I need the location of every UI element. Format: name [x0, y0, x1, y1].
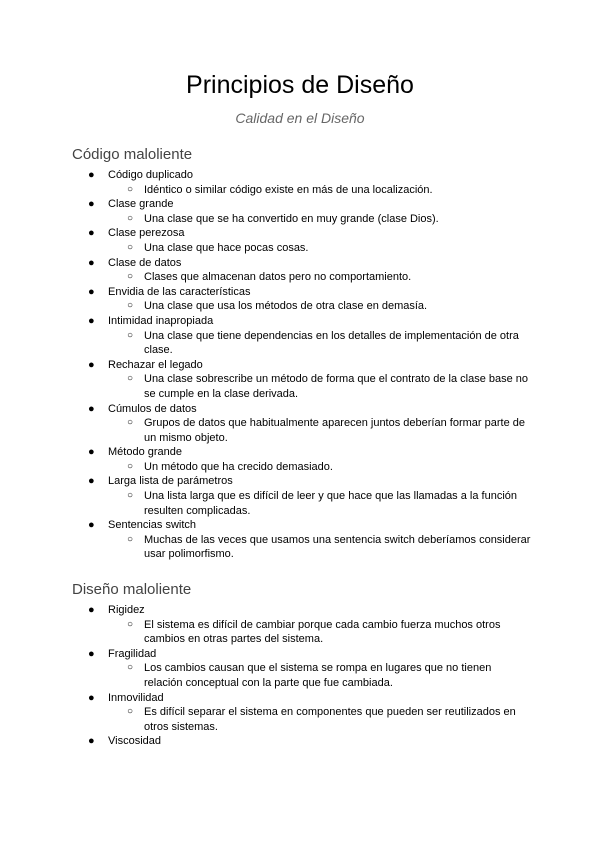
list-item-label-row — [72, 197, 532, 212]
bullet-filled-icon: ● — [88, 647, 95, 660]
bullet-filled-icon: ● — [88, 314, 95, 327]
list-item-label: Método grande — [108, 446, 182, 459]
list-item-label-row — [72, 445, 532, 460]
list-item-detail: Una clase sobrescribe un método de forma que el contrato de la clase base no se cumple en la clase derivada. — [144, 373, 529, 400]
list-item-detail: El sistema es difícil de cambiar porque cada cambio fuerza muchos otros cambios en otras partes del sistema. — [144, 618, 501, 646]
section-heading-design-smells: Diseño maloliente — [72, 581, 192, 598]
list-item — [72, 603, 532, 647]
bullet-filled-icon: ● — [88, 358, 95, 371]
list-item — [72, 285, 532, 314]
list-item — [72, 474, 532, 518]
list-item — [72, 445, 532, 474]
list-item — [72, 647, 532, 691]
bullet-filled-icon: ● — [88, 198, 95, 211]
list-item-detail-row — [72, 299, 532, 314]
list-item — [72, 197, 532, 226]
page-title: Principios de Diseño — [186, 71, 414, 99]
bullet-hollow-icon: ○ — [127, 460, 134, 472]
list-item-label: Envidia de las características — [108, 285, 251, 298]
list-item-detail-row — [72, 705, 532, 734]
list-item-label-row — [72, 285, 532, 300]
bullet-filled-icon: ● — [88, 227, 95, 240]
list-item-label: Intimidad inapropiada — [108, 314, 214, 327]
list-item-label: Cúmulos de datos — [108, 402, 197, 415]
list-item-detail: Una clase que usa los métodos de otra clase en demasía. — [144, 300, 428, 313]
bullet-hollow-icon: ○ — [127, 490, 134, 502]
design-smells-list — [72, 603, 532, 749]
list-item-label-row — [72, 168, 532, 183]
bullet-filled-icon: ● — [88, 285, 95, 298]
list-item-label: Viscosidad — [108, 735, 161, 748]
bullet-hollow-icon: ○ — [127, 706, 134, 718]
list-item-detail-row — [72, 270, 532, 285]
list-item-label-row — [72, 518, 532, 533]
bullet-filled-icon: ● — [88, 446, 95, 459]
list-item-label-row — [72, 256, 532, 271]
list-item-detail-row — [72, 460, 532, 475]
list-item — [72, 358, 532, 402]
list-item — [72, 518, 532, 562]
list-item-label: Clase de datos — [108, 256, 182, 269]
page-subtitle: Calidad en el Diseño — [235, 110, 365, 126]
bullet-hollow-icon: ○ — [127, 241, 134, 253]
bullet-filled-icon: ● — [88, 735, 95, 748]
list-item-detail: Una lista larga que es difícil de leer y que hace que las llamadas a la función resulten complicadas. — [144, 490, 518, 517]
list-item-label-row — [72, 358, 532, 373]
list-item-label-row — [72, 603, 532, 618]
list-item-detail: Grupos de datos que habitualmente aparecen juntos deberían formar parte de un mismo objeto. — [144, 417, 525, 444]
list-item-detail: Una clase que hace pocas cosas. — [144, 241, 309, 254]
list-item-label: Clase grande — [108, 198, 174, 211]
list-item-detail: Muchas de las veces que usamos una sentencia switch deberíamos considerar usar polimorfismo. — [144, 533, 531, 561]
list-item-detail: Clases que almacenan datos pero no comportamiento. — [144, 271, 412, 284]
bullet-filled-icon: ● — [88, 475, 95, 488]
list-item-detail-row — [72, 661, 532, 690]
list-item-label-row — [72, 226, 532, 241]
list-item-detail: Idéntico o similar código existe en más de una localización. — [144, 183, 433, 196]
list-item-label: Larga lista de parámetros — [108, 475, 233, 488]
bullet-hollow-icon: ○ — [127, 183, 134, 195]
list-item-label-row — [72, 402, 532, 417]
bullet-filled-icon: ● — [88, 604, 95, 616]
bullet-hollow-icon: ○ — [127, 212, 134, 224]
list-item-label-row — [72, 314, 532, 329]
list-item-label-row — [72, 647, 532, 662]
list-item — [72, 168, 532, 197]
list-item-label-row — [72, 691, 532, 706]
list-item-detail-row — [72, 489, 532, 518]
list-item — [72, 226, 532, 255]
list-item — [72, 734, 532, 749]
list-item-label: Inmovilidad — [108, 691, 164, 704]
list-item-detail-row — [72, 416, 532, 445]
bullet-filled-icon: ● — [88, 256, 95, 269]
list-item — [72, 314, 532, 358]
bullet-hollow-icon: ○ — [127, 662, 134, 674]
list-item-label: Clase perezosa — [108, 227, 185, 240]
bullet-hollow-icon: ○ — [127, 300, 134, 312]
list-item-detail-row — [72, 212, 532, 227]
list-item-label: Código duplicado — [108, 169, 194, 181]
list-item-label-row — [72, 474, 532, 489]
bullet-filled-icon: ● — [88, 402, 95, 415]
list-item-detail-row — [72, 533, 532, 562]
bullet-hollow-icon: ○ — [127, 271, 134, 283]
code-smells-list — [72, 168, 532, 562]
list-item-detail-row — [72, 241, 532, 256]
list-item-detail: Una clase que tiene dependencias en los detalles de implementación de otra clase. — [144, 329, 519, 357]
list-item-label: Rechazar el legado — [108, 358, 203, 371]
list-item — [72, 402, 532, 446]
bullet-hollow-icon: ○ — [127, 329, 134, 341]
list-item-detail: Los cambios causan que el sistema se rompa en lugares que no tienen relación conceptual con la parte que fue cambiada. — [144, 662, 492, 689]
list-item-detail: Una clase que se ha convertido en muy grande (clase Dios). — [144, 212, 439, 225]
list-item-detail-row — [72, 183, 532, 198]
list-item-detail-row — [72, 329, 532, 358]
bullet-filled-icon: ● — [88, 691, 95, 704]
section-heading-code-smells: Código maloliente — [72, 146, 193, 163]
list-item-detail: Es difícil separar el sistema en componentes que pueden ser reutilizados en otros sistemas. — [144, 706, 516, 733]
list-item-label: Fragilidad — [108, 647, 157, 660]
bullet-filled-icon: ● — [88, 169, 95, 181]
bullet-hollow-icon: ○ — [127, 533, 134, 545]
list-item-label: Sentencias switch — [108, 519, 197, 532]
bullet-hollow-icon: ○ — [127, 373, 134, 385]
list-item-detail-row — [72, 618, 532, 647]
bullet-hollow-icon: ○ — [127, 417, 134, 429]
bullet-filled-icon: ● — [88, 519, 95, 532]
list-item — [72, 691, 532, 735]
list-item-detail: Un método que ha crecido demasiado. — [144, 460, 333, 473]
list-item-label: Rigidez — [108, 604, 145, 616]
bullet-hollow-icon: ○ — [127, 618, 134, 630]
list-item-detail-row — [72, 372, 532, 401]
list-item — [72, 256, 532, 285]
list-item-label-row — [72, 734, 532, 749]
